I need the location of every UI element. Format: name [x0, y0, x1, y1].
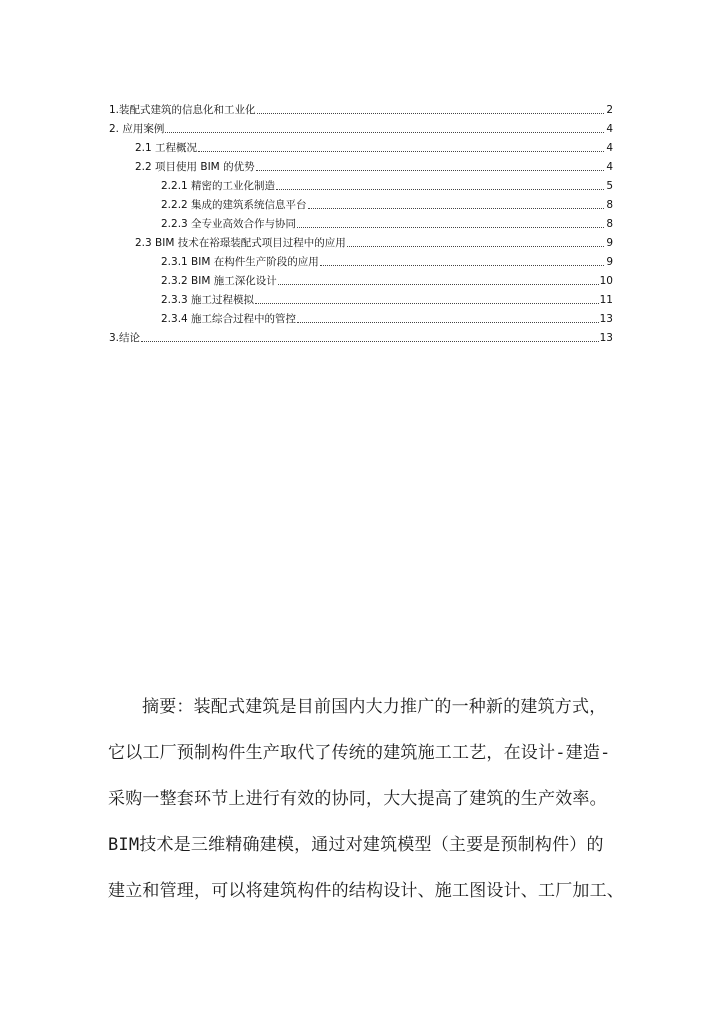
toc-entry[interactable] [109, 212, 613, 231]
toc-entry-page: 4 [606, 142, 613, 154]
toc-entry[interactable] [109, 269, 613, 288]
toc-dot-leader [276, 188, 604, 190]
toc-entry-page: 13 [599, 332, 613, 344]
toc-entry-title: 1.装配式建筑的信息化和工业化 [109, 104, 256, 116]
toc-entry-page: 10 [599, 275, 613, 287]
toc-dot-leader [141, 340, 599, 342]
toc-entry-title: 2.3.4 施工综合过程中的管控 [161, 313, 297, 325]
toc-dot-leader [297, 226, 604, 228]
toc-entry[interactable] [109, 307, 613, 326]
toc-dot-leader [297, 321, 599, 323]
toc-entry-page: 4 [606, 161, 613, 173]
toc-dot-leader [256, 169, 604, 171]
abstract-paragraph [108, 684, 624, 914]
toc-entry-title: 2.3 BIM 技术在裕璟装配式项目过程中的应用 [135, 237, 346, 249]
toc-entry-page: 11 [599, 294, 613, 306]
toc-dot-leader [198, 150, 604, 152]
toc-entry[interactable] [109, 326, 613, 345]
toc-entry[interactable] [109, 193, 613, 212]
toc-dot-leader [165, 131, 604, 133]
toc-entry-title: 2.3.1 BIM 在构件生产阶段的应用 [161, 256, 319, 268]
toc-dot-leader [347, 245, 604, 247]
toc-dot-leader [255, 302, 599, 304]
toc-entry[interactable] [109, 231, 613, 250]
toc-entry-page: 13 [599, 313, 613, 325]
toc-entry-title: 2. 应用案例 [109, 123, 165, 135]
toc-dot-leader [308, 207, 604, 209]
toc-entry-page: 8 [606, 199, 613, 211]
toc-entry-page: 9 [606, 256, 613, 268]
toc-entry-page: 9 [606, 237, 613, 249]
toc-dot-leader [257, 112, 604, 114]
toc-entry[interactable] [109, 117, 613, 136]
toc-entry-title: 2.2.2 集成的建筑系统信息平台 [161, 199, 307, 211]
toc-dot-leader [320, 264, 604, 266]
toc-entry[interactable] [109, 288, 613, 307]
toc-entry[interactable] [109, 155, 613, 174]
abstract-line: 摘要：装配式建筑是目前国内大力推广的一种新的建筑方式， [142, 697, 607, 717]
toc-entry[interactable] [109, 174, 613, 193]
toc-entry-page: 8 [606, 218, 613, 230]
toc-entry-title: 2.3.2 BIM 施工深化设计 [161, 275, 277, 287]
toc-entry-title: 2.2.1 精密的工业化制造 [161, 180, 276, 192]
abstract-line: 采购一整套环节上进行有效的协同，大大提高了建筑的生产效率。 [108, 789, 607, 809]
abstract-line: 它以工厂预制构件生产取代了传统的建筑施工工艺，在设计-建造- [108, 743, 611, 763]
toc-entry-title: 2.1 工程概况 [135, 142, 198, 154]
toc-entry-title: 2.3.3 施工过程模拟 [161, 294, 255, 306]
toc-entry[interactable] [109, 136, 613, 155]
toc-dot-leader [278, 283, 599, 285]
toc-entry-page: 5 [606, 180, 613, 192]
table-of-contents [109, 98, 613, 345]
toc-entry[interactable] [109, 250, 613, 269]
toc-entry-title: 2.2 项目使用 BIM 的优势 [135, 161, 255, 173]
abstract-line: 建立和管理，可以将建筑构件的结构设计、施工图设计、工厂加工、 [108, 881, 624, 901]
toc-entry-page: 2 [606, 104, 613, 116]
toc-entry-title: 2.2.3 全专业高效合作与协同 [161, 218, 297, 230]
toc-entry-title: 3.结论 [109, 332, 141, 344]
toc-entry-page: 4 [606, 123, 613, 135]
abstract-line: BIM技术是三维精确建模，通过对建筑模型（主要是预制构件）的 [108, 835, 604, 855]
toc-entry[interactable] [109, 98, 613, 117]
